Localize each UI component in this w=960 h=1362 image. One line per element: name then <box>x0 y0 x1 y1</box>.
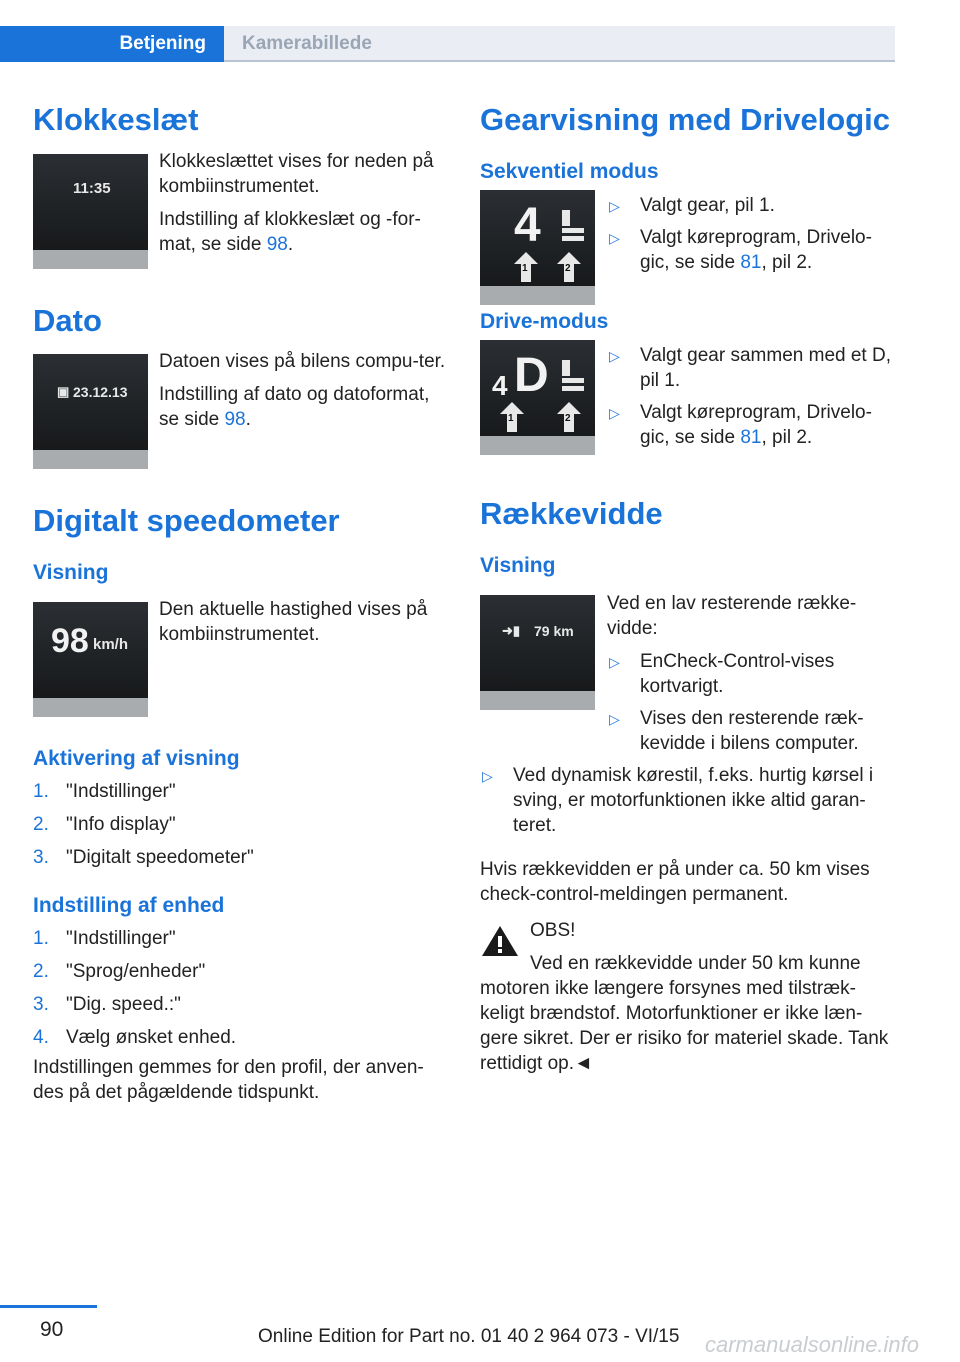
arrow-label-2: 2 <box>565 413 571 424</box>
footer-rule <box>0 1305 97 1308</box>
subtitle-enhed: Indstilling af enhed <box>33 894 225 917</box>
header-rule <box>224 60 895 62</box>
triangle-bullet-icon: ▷ <box>609 405 620 421</box>
dato-p2: Indstilling af dato og datoformat, se side 98. <box>159 384 430 430</box>
tab-betjening[interactable]: Betjening <box>0 26 224 62</box>
list-item: 2. "Sprog/enheder" <box>33 961 206 982</box>
edition-text: Online Edition for Part no. 01 40 2 964 073 - VI/15 <box>258 1326 680 1347</box>
triangle-bullet-icon: ▷ <box>609 654 620 670</box>
warning-text: Ved en rækkevidde under 50 km kunne motoren ikke længere forsynes med tilstræk-keligt brændstof. Motorfunktioner er ikke læn-gere sikret. Der er risiko for materiel skade. Tank rettidigt op.◄ <box>480 953 889 1074</box>
gear-display-value: 4 <box>514 199 541 252</box>
triangle-bullet-icon: ▷ <box>482 768 493 784</box>
range-display-text: 79 km <box>534 623 574 639</box>
dato-p1: Datoen vises på bilens compu-ter. <box>159 351 446 372</box>
warning-title: OBS! <box>530 920 576 941</box>
page-link-81[interactable]: 81 <box>740 252 762 273</box>
drivelogic-icon <box>562 208 586 248</box>
subtitle-drive-modus: Drive-modus <box>480 310 609 333</box>
list-item: ▷ Valgt gear, pil 1. <box>607 193 897 218</box>
section-title-klokkeslaet: Klokkeslæt <box>33 102 199 137</box>
range-display-image <box>480 595 595 710</box>
date-display-image <box>33 354 148 469</box>
list-item: 2. "Info display" <box>33 814 176 835</box>
clock-display-text: 11:35 <box>73 180 111 197</box>
subtitle-sekventiel: Sekventiel modus <box>480 160 659 183</box>
section-title-raekkevidde: Rækkevidde <box>480 496 663 531</box>
range-paragraph: Hvis rækkevidden er på under ca. 50 km vises check-control-meldingen permanent. <box>480 859 870 905</box>
enhed-steps <box>33 926 448 1058</box>
watermark: carmanualsonline.info <box>705 1332 920 1357</box>
triangle-bullet-icon: ▷ <box>609 198 620 214</box>
date-display-text: 23.12.13 <box>73 384 128 400</box>
section-title-speedometer: Digitalt speedometer <box>33 503 340 538</box>
tab-kamerabillede[interactable]: Kamerabillede <box>224 26 895 62</box>
drive-mode-value: D <box>514 349 549 402</box>
list-item: 1. "Indstillinger" <box>33 781 176 802</box>
aktivering-steps <box>33 779 448 878</box>
list-item: ▷ Valgt gear sammen med et D, pil 1. <box>609 345 891 391</box>
section-title-dato: Dato <box>33 303 102 338</box>
speed-display-unit: km/h <box>93 636 129 653</box>
list-item: 3. "Dig. speed.:" <box>33 994 181 1015</box>
drive-items <box>607 343 897 457</box>
list-item: ▷ Valgt køreprogram, Drivelo-gic, se side 81, pil 2. <box>609 227 872 273</box>
fuel-pump-icon: ➜▮ <box>502 623 521 638</box>
calendar-icon: ▣ <box>57 384 70 399</box>
list-item: 3. "Digitalt speedometer" <box>33 847 254 868</box>
triangle-bullet-icon: ▷ <box>609 711 620 727</box>
arrow-label-2: 2 <box>565 263 571 274</box>
subtitle-visning: Visning <box>480 554 556 577</box>
speedo-text: Den aktuelle hastighed vises på kombiinstrumentet. <box>159 599 428 645</box>
triangle-bullet-icon: ▷ <box>609 230 620 246</box>
range-items-wide <box>480 763 895 845</box>
gear-small-value: 4 <box>492 370 508 401</box>
triangle-bullet-icon: ▷ <box>609 348 620 364</box>
gear-drive-display-image <box>480 340 595 455</box>
arrow-label-1: 1 <box>508 413 514 424</box>
list-item: 4. Vælg ønsket enhed. <box>33 1027 237 1048</box>
arrow-label-1: 1 <box>522 263 528 274</box>
seq-items <box>607 193 897 282</box>
klokkeslaet-text <box>159 149 449 265</box>
drivelogic-icon <box>562 358 586 398</box>
range-intro: Ved en lav resterende række-vidde: <box>607 593 857 639</box>
page-link-81[interactable]: 81 <box>740 427 762 448</box>
speed-display-image <box>33 602 148 717</box>
gear-sequential-display-image <box>480 190 595 305</box>
subtitle-aktivering: Aktivering af visning <box>33 747 240 770</box>
list-item: ▷ Ved dynamisk kørestil, f.eks. hurtig kørsel i sving, er motorfunktionen ikke altid garan-teret. <box>482 765 874 836</box>
enhed-note: Indstillingen gemmes for den profil, der anven-des på det pågældende tidspunkt. <box>33 1057 424 1103</box>
clock-display-image <box>33 154 148 269</box>
dato-text <box>159 349 451 440</box>
klokkeslaet-p2: Indstilling af klokkeslæt og -for-mat, se side 98. <box>159 209 421 255</box>
page-link-98[interactable]: 98 <box>266 234 288 255</box>
list-item: ▷ Valgt køreprogram, Drivelo-gic, se side 81, pil 2. <box>609 402 872 448</box>
section-title-gearvisning: Gearvisning med Drivelogic <box>480 102 891 137</box>
list-item: ▷ Vises den resterende ræk-kevidde i bilens computer. <box>609 708 864 754</box>
speed-display-value: 98 <box>51 622 89 660</box>
list-item: 1. "Indstillinger" <box>33 928 176 949</box>
range-items <box>607 649 897 763</box>
page-number: 90 <box>40 1318 64 1341</box>
list-item: ▷ EnCheck-Control-vises kortvarigt. <box>609 651 835 697</box>
chapter-header <box>0 26 895 62</box>
page-link-98[interactable]: 98 <box>224 409 246 430</box>
klokkeslaet-p1: Klokkeslættet vises for neden på kombiinstrumentet. <box>159 151 434 197</box>
subtitle-visning: Visning <box>33 561 109 584</box>
